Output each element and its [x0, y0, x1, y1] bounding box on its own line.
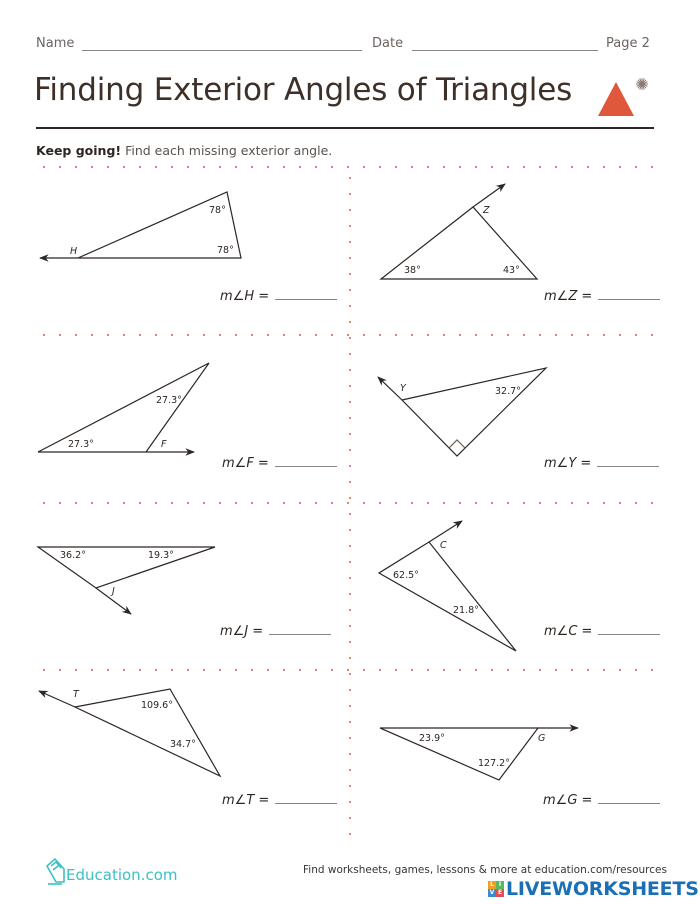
instructions-text: Find each missing exterior angle.: [121, 143, 333, 158]
vertex-label: H: [70, 246, 78, 257]
page-label: Page 2: [606, 36, 650, 51]
angle-label: 21.8°: [453, 605, 479, 616]
angle-label: 127.2°: [478, 758, 510, 769]
vertex-label: Z: [483, 205, 490, 216]
answer-label: m∠Y =: [544, 456, 592, 471]
watermark-text: LIVEWORKSHEETS: [506, 878, 699, 900]
angle-label: 32.7°: [495, 386, 521, 397]
date-label: Date: [372, 36, 404, 51]
name-label: Name: [36, 36, 75, 51]
angle-label: 27.3°: [68, 439, 94, 450]
vertex-label: Y: [400, 383, 406, 394]
resources-text: Find worksheets, games, lessons & more at education.com/resources: [303, 864, 667, 876]
answer-label: m∠H =: [220, 289, 270, 304]
angle-label: 34.7°: [170, 739, 196, 750]
vertex-label: C: [440, 540, 447, 551]
answer-blank-g[interactable]: [598, 803, 660, 804]
angle-label: 78°: [209, 205, 226, 216]
angle-label: 23.9°: [419, 733, 445, 744]
answer-label: m∠Z =: [544, 289, 593, 304]
education-logo[interactable]: [44, 858, 194, 890]
logo-text: Education.com: [66, 866, 178, 884]
answer-label: m∠C =: [544, 624, 593, 639]
vertex-label: G: [538, 733, 546, 744]
angle-label: 38°: [404, 265, 421, 276]
angle-label: 78°: [217, 245, 234, 256]
angle-label: 27.3°: [156, 395, 182, 406]
pencil-paper-icon: [44, 858, 66, 890]
vertex-label: J: [112, 586, 115, 597]
liveworksheets-watermark[interactable]: [488, 877, 699, 901]
answer-label: m∠F =: [222, 456, 269, 471]
answer-label: m∠T =: [222, 793, 270, 808]
angle-label: 62.5°: [393, 570, 419, 581]
vertex-label: T: [73, 689, 79, 700]
angle-label: 19.3°: [148, 550, 174, 561]
answer-label: m∠G =: [543, 793, 593, 808]
liveworksheets-badge-icon: L I V E: [489, 881, 503, 896]
instructions-emphasis: Keep going!: [36, 143, 122, 158]
angle-label: 36.2°: [60, 550, 86, 561]
answer-g: [543, 793, 660, 808]
angle-label: 109.6°: [141, 700, 173, 711]
page-title: Finding Exterior Angles of Triangles: [34, 72, 573, 108]
vertex-label: F: [161, 439, 167, 450]
angle-label: 43°: [503, 265, 520, 276]
answer-label: m∠J =: [220, 624, 264, 639]
